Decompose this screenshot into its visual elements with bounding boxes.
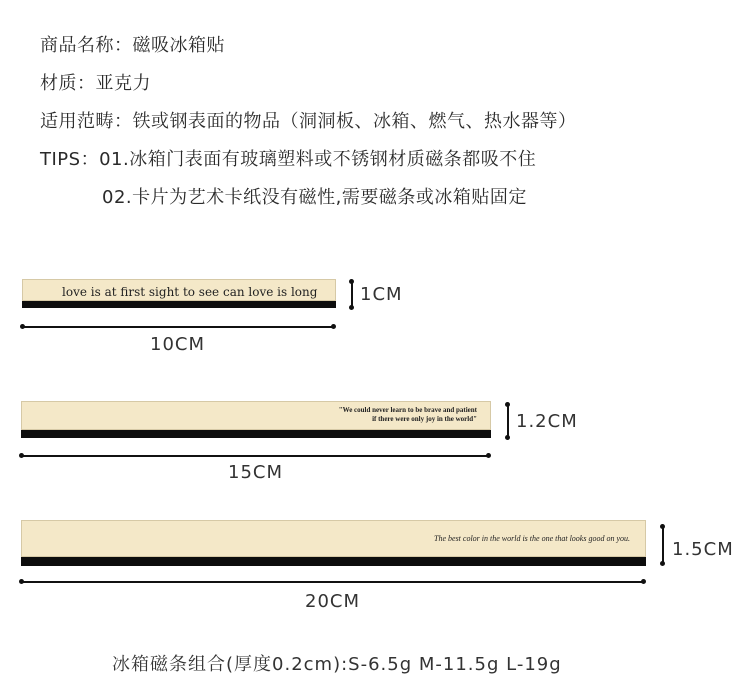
strip-medium-quote-line2: if there were only joy in the world" (372, 415, 477, 423)
length-marker-dot (20, 324, 25, 329)
product-name-line: 商品名称：磁吸冰箱贴 (40, 35, 225, 56)
length-marker-dot (486, 453, 491, 458)
length-marker-dot (331, 324, 336, 329)
length-marker-dot (641, 579, 646, 584)
height-label-medium: 1.2CM (516, 411, 578, 432)
height-label-large: 1.5CM (672, 539, 734, 560)
strip-medium-quote-line1: "We could never learn to be brave and patient (338, 406, 477, 414)
height-marker-small (351, 281, 353, 308)
length-label-large: 20CM (305, 591, 361, 612)
magnet-strip-small (22, 279, 336, 308)
length-marker-dot (19, 579, 24, 584)
length-marker-medium (21, 455, 489, 457)
length-label-medium: 15CM (228, 462, 284, 483)
weight-summary: 冰箱磁条组合(厚度0.2cm):S-6.5g M-11.5g L-19g (112, 654, 562, 675)
strip-medium-quote (339, 406, 477, 424)
length-marker-small (22, 326, 334, 328)
length-marker-large (21, 581, 644, 583)
tips-line-1: TIPS：01.冰箱门表面有玻璃塑料或不锈钢材质磁条都吸不住 (40, 149, 537, 170)
height-marker-dot (660, 561, 665, 566)
scope-line: 适用范畴：铁或钢表面的物品（洞洞板、冰箱、燃气、热水器等） (40, 111, 577, 132)
magnet-strip-medium (21, 401, 491, 438)
height-marker-large (662, 526, 664, 564)
height-label-small: 1CM (360, 284, 403, 305)
length-marker-dot (19, 453, 24, 458)
height-marker-dot (349, 305, 354, 310)
height-marker-dot (660, 524, 665, 529)
height-marker-dot (505, 435, 510, 440)
height-marker-medium (507, 404, 509, 438)
height-marker-dot (349, 279, 354, 284)
strip-small-text: love is at first sight to see can love is long (62, 285, 318, 299)
tips-line-2: 02.卡片为艺术卡纸没有磁性,需要磁条或冰箱贴固定 (102, 187, 527, 208)
strip-large-text: The best color in the world is the one that looks good on you. (434, 534, 630, 543)
material-line: 材质：亚克力 (40, 73, 151, 94)
height-marker-dot (505, 402, 510, 407)
magnet-strip-large (21, 520, 646, 566)
length-label-small: 10CM (150, 334, 206, 355)
